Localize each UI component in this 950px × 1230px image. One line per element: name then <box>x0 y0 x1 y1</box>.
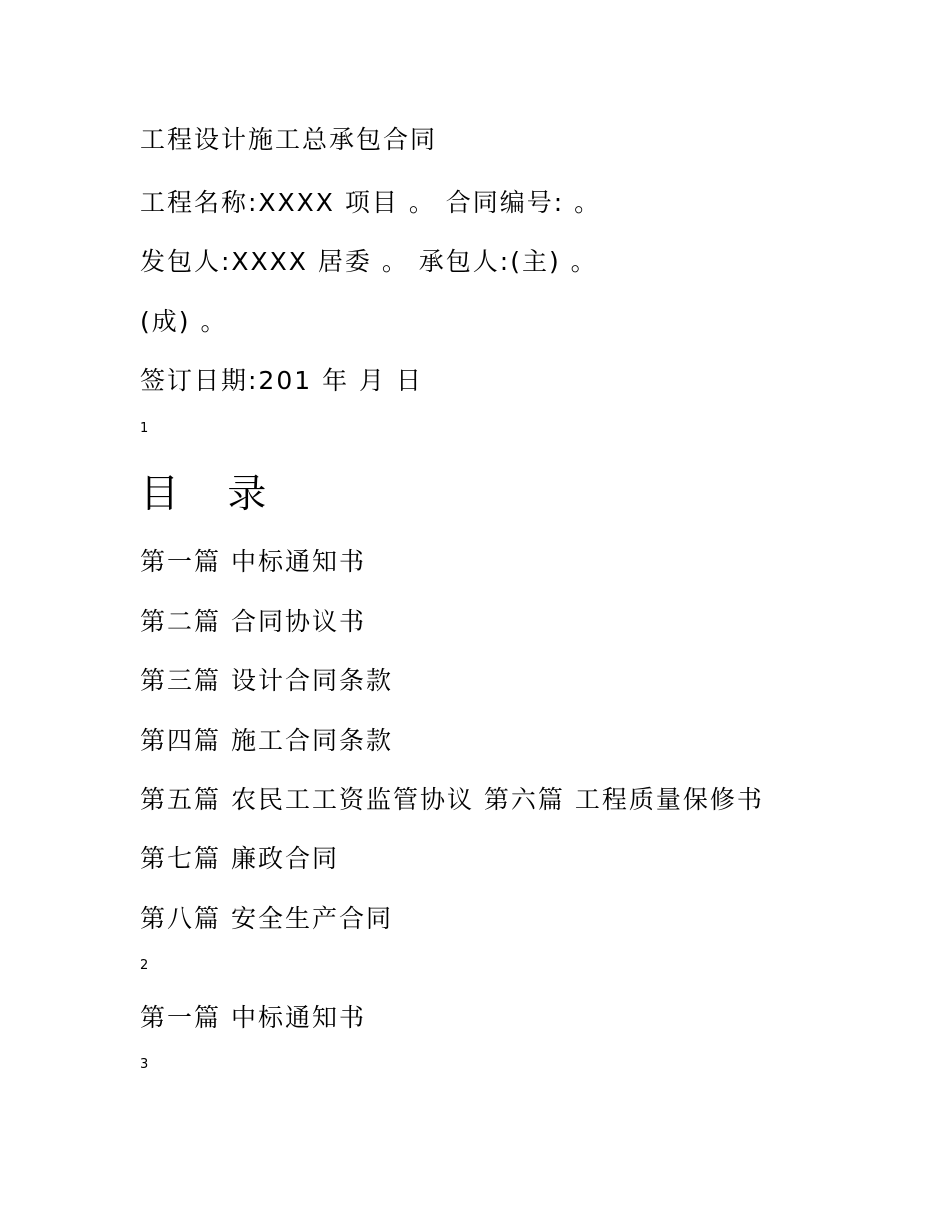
toc-item: 第五篇 农民工工资监管协议 第六篇 工程质量保修书 <box>140 785 764 814</box>
toc-item: 第一篇 中标通知书 <box>140 547 366 576</box>
page-number-1: 1 <box>140 421 149 436</box>
second-party-line: (成) 。 <box>140 307 228 336</box>
toc-item: 第八篇 安全生产合同 <box>140 904 393 933</box>
parties-line: 发包人:XXXX 居委 。 承包人:(主) 。 <box>140 247 598 276</box>
section-heading: 第一篇 中标通知书 <box>140 1003 366 1032</box>
contract-title: 工程设计施工总承包合同 <box>140 125 438 154</box>
page-number-3: 3 <box>140 1057 149 1072</box>
signing-date-line: 签订日期:201 年 月 日 <box>140 366 423 395</box>
toc-item: 第二篇 合同协议书 <box>140 607 366 636</box>
toc-item: 第七篇 廉政合同 <box>140 844 339 873</box>
page-number-2: 2 <box>140 958 149 973</box>
toc-item: 第三篇 设计合同条款 <box>140 666 393 695</box>
project-info-line: 工程名称:XXXX 项目 。 合同编号: 。 <box>140 188 602 217</box>
toc-item: 第四篇 施工合同条款 <box>140 726 393 755</box>
toc-heading: 目 录 <box>140 472 285 517</box>
